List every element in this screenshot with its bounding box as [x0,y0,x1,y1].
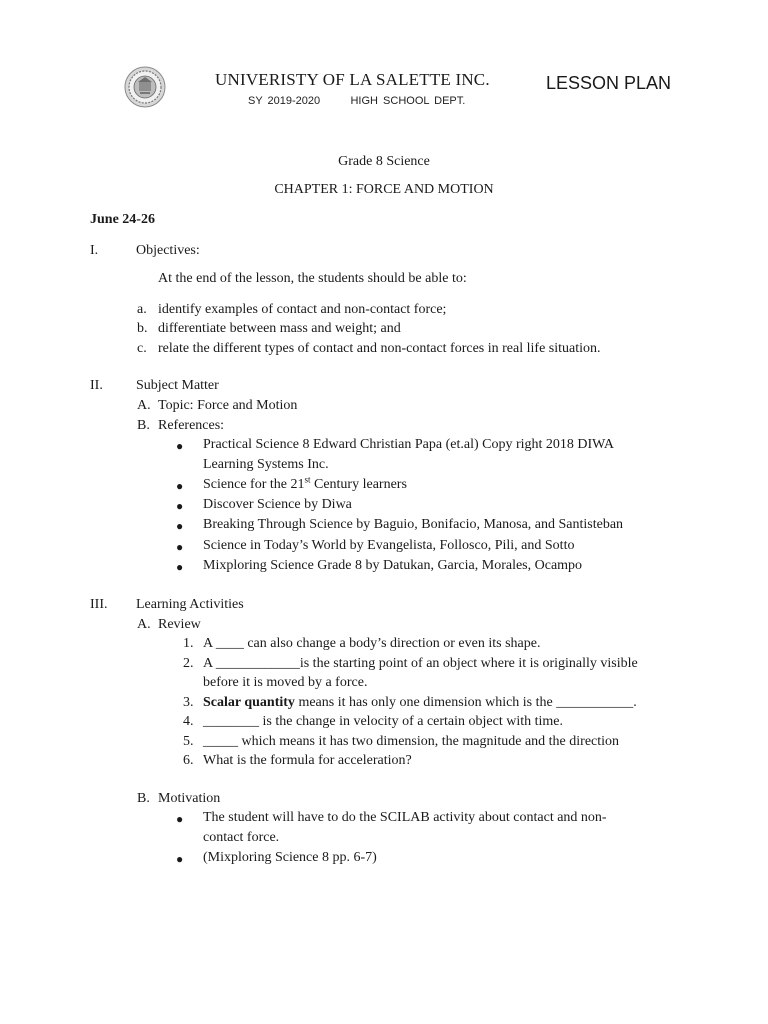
review-question: A ____ can also change a body’s direction or even its shape. [203,636,541,651]
document-type: LESSON PLAN [546,73,672,93]
bullet-icon: ● [176,540,184,554]
bold-term: Scalar quantity [203,695,295,710]
references-letter: B. [137,418,150,433]
references-heading: References: [158,418,225,433]
school-year: SY 2019-2020 [248,95,321,107]
section-numeral: III. [90,597,108,612]
reference-text: Century learners [310,477,407,492]
objective-item: relate the different types of contact and non-contact forces in real life situation. [158,341,601,356]
section-numeral: I. [90,243,99,258]
motivation-item: The student will have to do the SCILAB activity about contact and non- [203,810,607,825]
topic-text: Topic: Force and Motion [158,398,298,413]
review-question-rest: means it has only one dimension which is the ___________. [294,695,637,710]
review-heading: Review [158,617,201,632]
reference-item: Breaking Through Science by Baguio, Bonifacio, Manosa, and Santisteban [203,517,624,532]
section-numeral: II. [90,378,103,393]
reference-item [203,474,407,493]
review-letter: A. [137,617,151,632]
review-question: What is the formula for acceleration? [203,753,412,768]
subject-matter-heading: Subject Matter [136,378,219,393]
bullet-icon: ● [176,519,184,533]
bullet-icon: ● [176,852,184,866]
reference-item: Mixploring Science Grade 8 by Datukan, Garcia, Morales, Ocampo [203,558,583,573]
review-number: 1. [183,636,194,651]
motivation-item: (Mixploring Science 8 pp. 6-7) [203,850,377,865]
review-number: 6. [183,753,194,768]
motivation-item-continued: contact force. [203,830,280,845]
objective-item: identify examples of contact and non-contact force; [158,302,447,317]
objectives-intro: At the end of the lesson, the students should be able to: [158,271,467,286]
learning-activities-heading: Learning Activities [136,597,244,612]
review-question [203,695,637,711]
review-number: 4. [183,714,194,729]
ordinal-superscript: st [304,474,311,485]
reference-item: Practical Science 8 Edward Christian Papa (et.al) Copy right 2018 DIWA [203,437,614,452]
objective-letter: b. [137,321,148,336]
objective-letter: a. [137,302,147,317]
bullet-icon: ● [176,560,184,574]
reference-text: Science for the 21 [203,477,305,492]
motivation-heading: Motivation [158,791,221,806]
review-question: A ____________is the starting point of an object where it is originally visible [203,656,638,671]
bullet-icon: ● [176,499,184,513]
bullet-icon: ● [176,479,184,493]
department: HIGH SCHOOL DEPT. [350,95,466,107]
objectives-heading: Objectives: [136,243,200,258]
objective-item: differentiate between mass and weight; and [158,321,401,336]
motivation-letter: B. [137,791,150,806]
reference-item-continued: Learning Systems Inc. [203,457,329,472]
bullet-icon: ● [176,812,184,826]
grade-title: Grade 8 Science [338,154,430,169]
review-number: 3. [183,695,194,710]
review-question: ________ is the change in velocity of a certain object with time. [203,714,564,729]
review-question: _____ which means it has two dimension, the magnitude and the direction [203,734,620,749]
topic-letter: A. [137,398,151,413]
review-number: 5. [183,734,194,749]
school-info [248,95,465,107]
university-seal-icon [124,66,166,108]
review-question-continued: before it is moved by a force. [203,675,368,690]
bullet-icon: ● [176,439,184,453]
reference-item: Discover Science by Diwa [203,497,352,512]
chapter-title: CHAPTER 1: FORCE AND MOTION [274,182,494,197]
university-name: UNIVERISTY OF LA SALETTE INC. [215,70,490,89]
review-number: 2. [183,656,194,671]
lesson-date: June 24-26 [90,212,155,227]
reference-item: Science in Today’s World by Evangelista, Follosco, Pili, and Sotto [203,538,575,553]
objective-letter: c. [137,341,147,356]
